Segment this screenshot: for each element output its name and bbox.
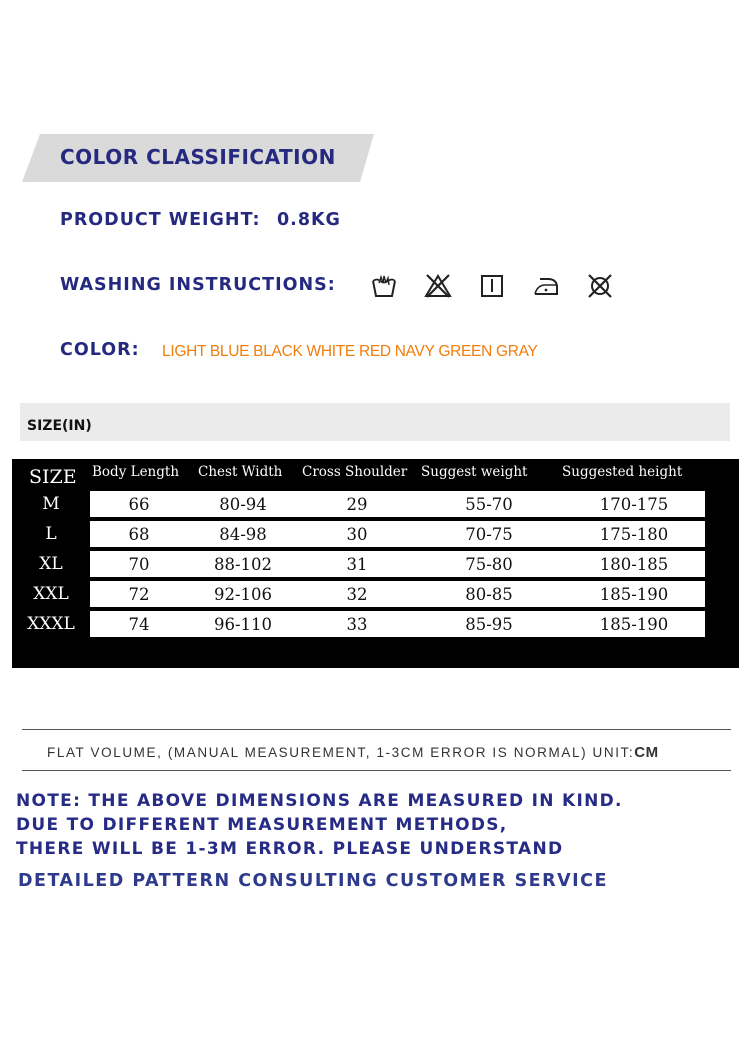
table-header-body-length: Body Length [92,464,180,480]
suggested-height-cell: 185-190 [599,615,669,634]
note-line-1: NOTE: THE ABOVE DIMENSIONS ARE MEASURED IN KIND. [16,791,623,811]
size-unit-bar [20,403,730,441]
size-cell: XXL [33,584,69,604]
suggest-weight-cell: 55-70 [465,495,513,514]
color-values: LIGHT BLUE BLACK WHITE RED NAVY GREEN GRAY [162,343,538,360]
size-cell: XXXL [27,614,75,634]
cross-shoulder-cell: 30 [346,525,368,544]
note-line-3: THERE WILL BE 1-3M ERROR. PLEASE UNDERSTAND [16,839,564,859]
washing-instructions-label: WASHING INSTRUCTIONS: [60,275,336,295]
suggest-weight-cell: 80-85 [465,585,513,604]
body-length-cell: 68 [128,525,150,544]
table-header-size: SIZE [29,466,77,488]
size-cell: M [42,494,60,514]
suggested-height-cell: 175-180 [599,525,669,544]
measurement-note [47,744,659,761]
drip-dry-icon [478,272,506,300]
table-header-suggest-weight: Suggest weight [421,464,528,480]
product-weight-value: 0.8KG [277,210,341,230]
cross-shoulder-cell: 32 [346,585,368,604]
chest-width-cell: 96-110 [213,615,273,634]
divider-top [22,729,731,730]
iron-icon [532,272,560,300]
product-weight-label: PRODUCT WEIGHT: [60,210,261,230]
do-not-tumble-dry-icon [586,272,614,300]
do-not-bleach-icon [424,272,452,300]
size-table [12,459,739,668]
hand-wash-icon [370,272,398,300]
size-cell: XL [39,554,63,574]
suggest-weight-cell: 70-75 [465,525,513,544]
color-label: COLOR: [60,340,140,360]
measurement-unit: CM [634,744,659,761]
size-cell: L [45,524,57,544]
size-unit-label: SIZE(IN) [27,418,92,434]
body-length-cell: 70 [128,555,150,574]
chest-width-cell: 92-106 [213,585,273,604]
body-length-cell: 66 [128,495,150,514]
body-length-cell: 74 [128,615,150,634]
body-length-cell: 72 [128,585,150,604]
suggested-height-cell: 185-190 [599,585,669,604]
chest-width-cell: 84-98 [219,525,267,544]
table-header-chest-width: Chest Width [198,464,283,480]
suggest-weight-cell: 75-80 [465,555,513,574]
divider-bottom [22,770,731,771]
customer-service-note: DETAILED PATTERN CONSULTING CUSTOMER SERVICE [18,871,608,891]
suggest-weight-cell: 85-95 [465,615,513,634]
chest-width-cell: 80-94 [219,495,267,514]
cross-shoulder-cell: 33 [346,615,368,634]
cross-shoulder-cell: 31 [346,555,368,574]
suggested-height-cell: 180-185 [599,555,669,574]
suggested-height-cell: 170-175 [599,495,669,514]
cross-shoulder-cell: 29 [346,495,368,514]
table-header-cross-shoulder: Cross Shoulder [302,464,408,480]
washing-icons [370,272,640,300]
measurement-note-text: FLAT VOLUME, (MANUAL MEASUREMENT, 1-3CM ERROR IS NORMAL) UNIT: [47,745,635,760]
table-header-suggested-height: Suggested height [562,464,683,480]
note-line-2: DUE TO DIFFERENT MEASUREMENT METHODS, [16,815,508,835]
banner-title: COLOR CLASSIFICATION [60,145,336,169]
section-banner [22,134,374,182]
chest-width-cell: 88-102 [213,555,273,574]
